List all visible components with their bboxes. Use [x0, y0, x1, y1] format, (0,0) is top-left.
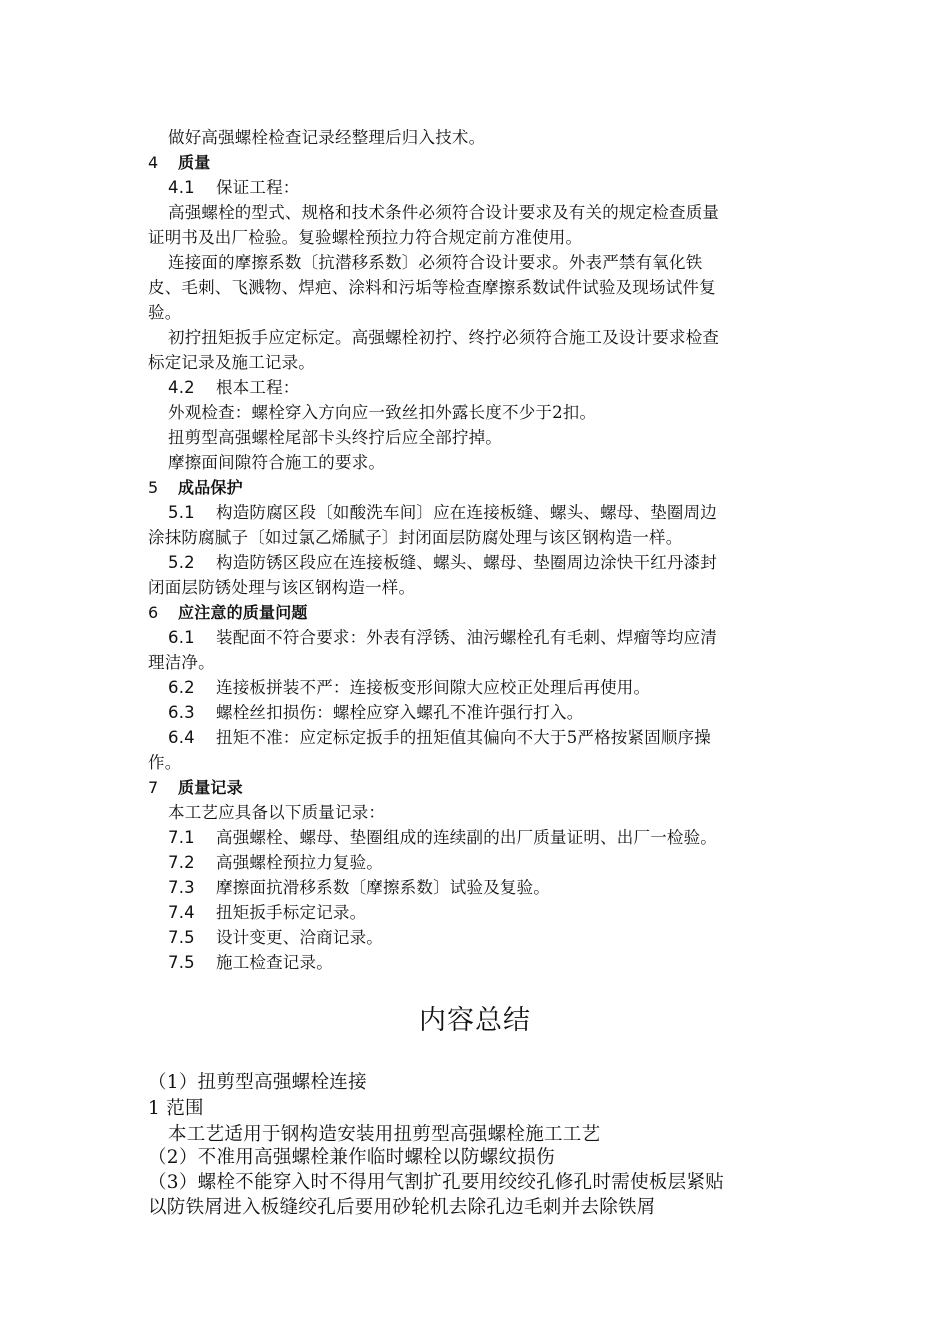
- section-heading-6: [148, 601, 308, 625]
- summary-title: 内容总结: [419, 1005, 531, 1036]
- paragraph-line: 做好高强螺栓检查记录经整理后归入技术。: [168, 128, 486, 147]
- summary-line: （2）不准用高强螺栓兼作临时螺栓以防螺纹损伤: [148, 1147, 555, 1168]
- section-heading-4: [148, 151, 210, 175]
- subsection-text: 构造防腐区段〔如酸洗车间〕应在连接板缝、螺头、螺母、垫圈周边: [216, 503, 717, 522]
- section-title: 应注意的质量问题: [178, 603, 308, 622]
- summary-line: 本工艺适用于钢构造安装用扭剪型高强螺栓施工工艺: [168, 1124, 601, 1145]
- subsection-text: 构造防锈区段应在连接板缝、螺头、螺母、垫圈周边涂快干红丹漆封: [216, 553, 717, 572]
- subsection-6-1: [168, 626, 717, 650]
- subsection-text: 连接板拼装不严：连接板变形间隙大应校正处理后再使用。: [216, 678, 651, 697]
- subsection-number: 7.3: [168, 878, 195, 897]
- subsection-number: 7.5: [168, 953, 195, 972]
- paragraph-line: 摩擦面间隙符合施工的要求。: [168, 453, 386, 472]
- section-heading-5: [148, 476, 243, 500]
- paragraph-line: 外观检查：螺栓穿入方向应一致丝扣外露长度不少于2扣。: [168, 403, 597, 422]
- subsection-7-1: [168, 826, 717, 850]
- paragraph-line: 证明书及出厂检验。复验螺栓预拉力符合规定前方准使用。: [148, 228, 583, 247]
- subsection-text: 高强螺栓、螺母、垫圈组成的连续副的出厂质量证明、出厂一检验。: [216, 828, 717, 847]
- paragraph-line: 闭面层防锈处理与该区钢构造一样。: [148, 578, 416, 597]
- subsection-7-5: [168, 926, 383, 950]
- subsection-number: 6.3: [168, 703, 195, 722]
- subsection-text: 保证工程：: [216, 178, 300, 197]
- section-title: 成品保护: [178, 478, 243, 497]
- subsection-number: 6.2: [168, 678, 195, 697]
- subsection-text: 摩擦面抗滑移系数〔摩擦系数〕试验及复验。: [216, 878, 550, 897]
- subsection-text: 装配面不符合要求：外表有浮锈、油污螺栓孔有毛刺、焊瘤等均应清: [216, 628, 717, 647]
- subsection-6-3: [168, 701, 583, 725]
- subsection-7-4: [168, 901, 366, 925]
- subsection-text: 根本工程：: [216, 378, 300, 397]
- paragraph-line: 初拧扭矩扳手应定标定。高强螺栓初拧、终拧必须符合施工及设计要求检查: [168, 328, 720, 347]
- subsection-number: 7.2: [168, 853, 195, 872]
- subsection-4-1: [168, 176, 300, 200]
- paragraph-line: 扭剪型高强螺栓尾部卡头终拧后应全部拧掉。: [168, 428, 502, 447]
- subsection-7-3: [168, 876, 550, 900]
- subsection-number: 7.4: [168, 903, 195, 922]
- subsection-5-1: [168, 501, 717, 525]
- summary-line: 1 范围: [148, 1098, 204, 1119]
- paragraph-line: 涂抹防腐腻子〔如过氯乙烯腻子〕封闭面层防腐处理与该区钢构造一样。: [148, 528, 683, 547]
- subsection-6-4: [168, 726, 711, 750]
- paragraph-line: 连接面的摩擦系数〔抗潜移系数〕必须符合设计要求。外表严禁有氧化铁: [168, 253, 703, 272]
- paragraph-line: 标定记录及施工记录。: [148, 353, 315, 372]
- subsection-text: 螺栓丝扣损伤：螺栓应穿入螺孔不准许强行打入。: [216, 703, 584, 722]
- subsection-text: 扭矩扳手标定记录。: [216, 903, 367, 922]
- subsection-text: 设计变更、洽商记录。: [216, 928, 383, 947]
- summary-line: 以防铁屑进入板缝绞孔后要用砂轮机去除孔边毛刺并去除铁屑: [148, 1197, 656, 1218]
- subsection-7-5b: [168, 951, 333, 975]
- paragraph-line: 理洁净。: [148, 653, 215, 672]
- paragraph-line: 作。: [148, 753, 182, 772]
- section-title: 质量: [178, 153, 211, 172]
- section-title: 质量记录: [178, 778, 243, 797]
- subsection-number: 4.1: [168, 178, 195, 197]
- section-number: 5: [148, 478, 159, 497]
- subsection-number: 7.5: [168, 928, 195, 947]
- subsection-text: 施工检查记录。: [216, 953, 333, 972]
- summary-line: （1）扭剪型高强螺栓连接: [148, 1072, 367, 1093]
- subsection-text: 高强螺栓预拉力复验。: [216, 853, 383, 872]
- subsection-6-2: [168, 676, 650, 700]
- paragraph-line: 皮、毛刺、飞溅物、焊疤、涂料和污垢等检查摩擦系数试件试验及现场试件复: [148, 278, 716, 297]
- subsection-number: 5.1: [168, 503, 195, 522]
- paragraph-line: 高强螺栓的型式、规格和技术条件必须符合设计要求及有关的规定检查质量: [168, 203, 720, 222]
- section-number: 6: [148, 603, 159, 622]
- subsection-number: 7.1: [168, 828, 195, 847]
- subsection-number: 4.2: [168, 378, 195, 397]
- paragraph-line: 本工艺应具备以下质量记录：: [168, 803, 386, 822]
- paragraph-line: 验。: [148, 303, 182, 322]
- section-heading-7: [148, 776, 243, 800]
- subsection-number: 6.1: [168, 628, 195, 647]
- subsection-5-2: [168, 551, 717, 575]
- section-number: 7: [148, 778, 159, 797]
- summary-line: （3）螺栓不能穿入时不得用气割扩孔要用绞绞孔修孔时需使板层紧贴: [148, 1172, 725, 1193]
- subsection-number: 5.2: [168, 553, 195, 572]
- subsection-text: 扭矩不准：应定标定扳手的扭矩值其偏向不大于5严格按紧固顺序操: [216, 728, 711, 747]
- section-number: 4: [148, 153, 159, 172]
- subsection-number: 6.4: [168, 728, 195, 747]
- subsection-4-2: [168, 376, 300, 400]
- subsection-7-2: [168, 851, 383, 875]
